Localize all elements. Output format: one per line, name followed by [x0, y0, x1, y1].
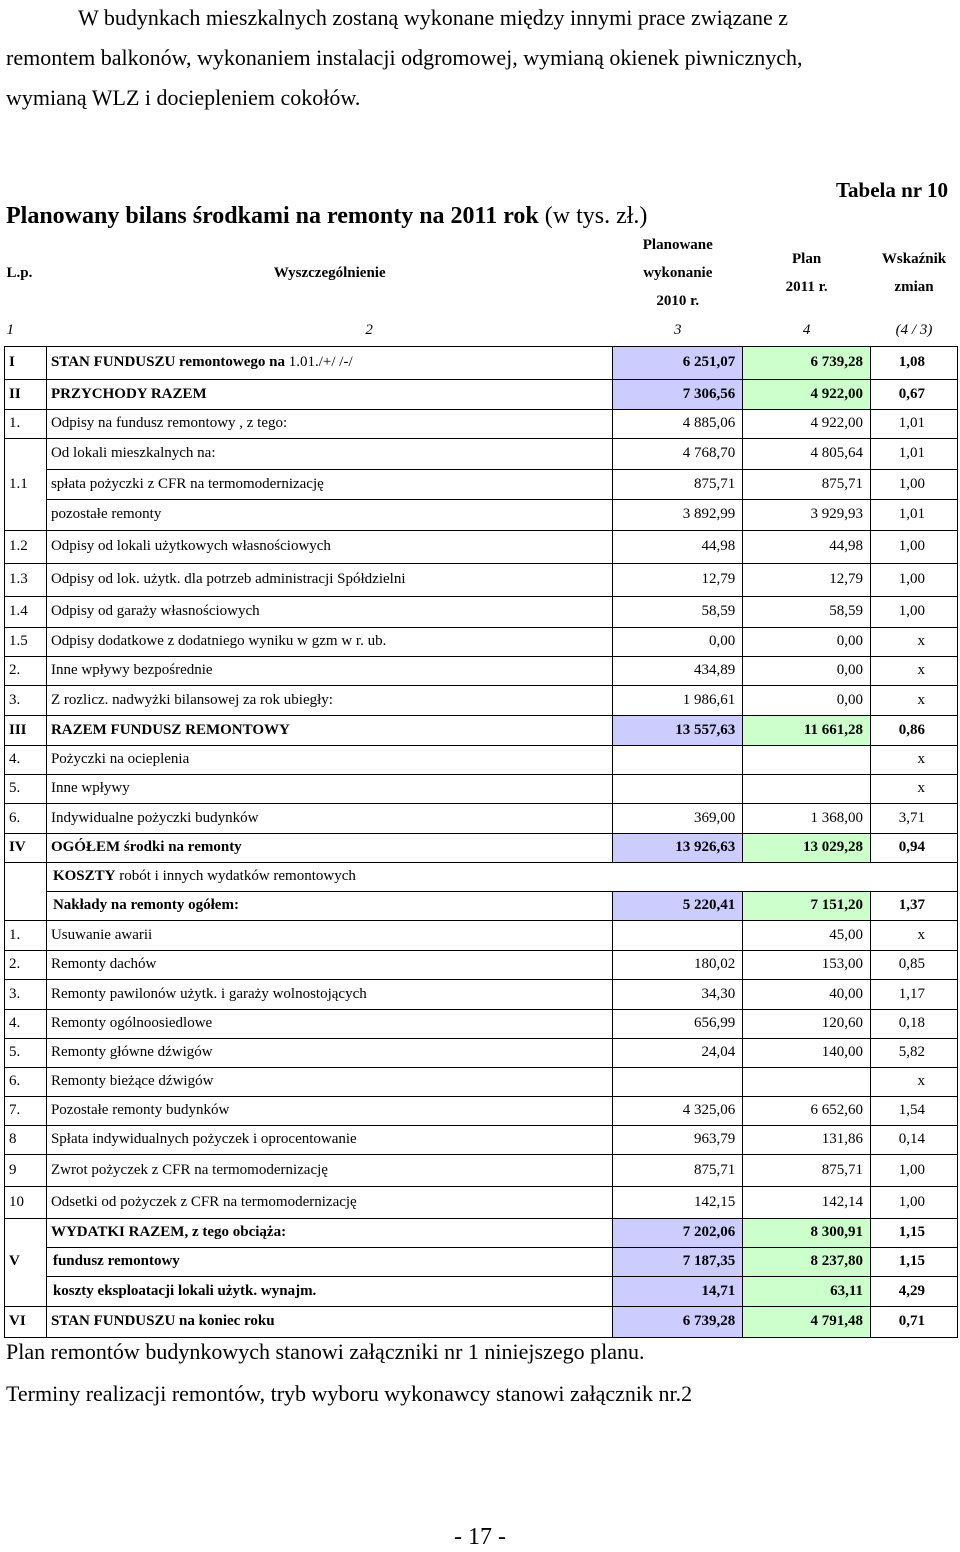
planned-2010-cell	[613, 745, 743, 774]
table-row	[5, 379, 958, 409]
description-text: Odpisy od garaży własnościowych	[50, 603, 260, 619]
description-text: Remonty pawilonów użytk. i garaży wolnostojących	[50, 985, 367, 1002]
lp-cell	[5, 1276, 47, 1306]
plan-2011-cell: 140,00	[743, 1038, 871, 1067]
description-cell	[46, 1218, 612, 1247]
lp-cell: 6.	[5, 1067, 47, 1096]
budget-table	[4, 230, 958, 1338]
table-row	[5, 1096, 958, 1125]
description-text: Inne wpływy bezpośrednie	[50, 662, 213, 678]
table-row	[5, 409, 958, 438]
ratio-cell: x	[871, 1067, 958, 1096]
table-row	[5, 774, 958, 803]
plan-2011-cell: 58,59	[743, 596, 871, 627]
planned-2010-cell: 5 220,41	[613, 891, 743, 920]
table-row	[5, 1038, 958, 1067]
description-bold: PRZYCHODY RAZEM	[50, 385, 207, 402]
ratio-cell: 1,54	[871, 1096, 958, 1125]
title-bold: Planowany bilans środkami na remonty na 2011 rok	[6, 203, 539, 229]
table-row	[5, 346, 958, 379]
table-row	[5, 920, 958, 950]
lp-cell: 3.	[5, 685, 47, 715]
plan-2011-cell: 7 151,20	[743, 891, 871, 920]
header-plan-2010	[613, 230, 743, 315]
lp-cell: 10	[5, 1186, 47, 1218]
ratio-cell: 1,17	[871, 979, 958, 1009]
plan-2011-cell: 142,14	[743, 1186, 871, 1218]
header-text: zmian	[894, 278, 934, 295]
header-ratio	[871, 230, 958, 315]
description-cell	[46, 862, 957, 891]
table-row	[5, 438, 958, 469]
description-text: robót i innych wydatków remontowych	[115, 868, 356, 884]
lp-cell	[5, 438, 47, 469]
planned-2010-cell: 3 892,99	[613, 499, 743, 530]
colnum-cell: 3	[674, 321, 682, 338]
description-cell	[46, 950, 612, 979]
lp-cell	[5, 891, 47, 920]
plan-2011-cell: 0,00	[743, 685, 871, 715]
planned-2010-cell: 6 251,07	[613, 346, 743, 379]
description-text: Z rozlicz. nadwyżki bilansowej za rok ubiegły:	[50, 691, 333, 708]
table-row	[5, 1247, 958, 1276]
plan-2011-cell: 0,00	[743, 627, 871, 656]
description-text: Usuwanie awarii	[50, 926, 153, 943]
intro-line: W budynkach mieszkalnych zostaną wykonane między innymi prace związane z	[78, 5, 789, 30]
description-text: Indywidualne pożyczki budynków	[50, 809, 259, 826]
description-cell	[46, 1276, 612, 1306]
lp-cell	[5, 1218, 47, 1247]
description-cell	[46, 530, 612, 563]
lp-cell: V	[5, 1247, 47, 1276]
planned-2010-cell: 7 306,56	[613, 379, 743, 409]
description-cell	[46, 979, 612, 1009]
ratio-cell: x	[871, 656, 958, 685]
description-bold: WYDATKI RAZEM, z tego obciąża:	[50, 1224, 287, 1240]
plan-2011-cell: 8 300,91	[743, 1218, 871, 1247]
ratio-cell: 0,71	[871, 1306, 958, 1337]
plan-2011-cell: 40,00	[743, 979, 871, 1009]
ratio-cell: 1,15	[871, 1247, 958, 1276]
planned-2010-cell: 434,89	[613, 656, 743, 685]
plan-2011-cell	[743, 745, 871, 774]
lp-cell: 9	[5, 1154, 47, 1186]
ratio-cell: 5,82	[871, 1038, 958, 1067]
description-text: Pożyczki na ocieplenia	[50, 751, 190, 767]
lp-cell: 1.3	[5, 563, 47, 596]
plan-2011-cell: 120,60	[743, 1009, 871, 1038]
description-cell	[46, 803, 612, 833]
ratio-cell: 1,00	[871, 1154, 958, 1186]
description-cell	[46, 685, 612, 715]
header-text: Wskaźnik	[881, 250, 947, 267]
intro-line: wymianą WLZ i dociepleniem cokołów.	[6, 85, 361, 110]
table-row	[5, 803, 958, 833]
description-cell	[46, 1038, 612, 1067]
table-row	[5, 563, 958, 596]
lp-cell: 1.2	[5, 530, 47, 563]
ratio-cell: 1,00	[871, 563, 958, 596]
plan-2011-cell: 44,98	[743, 530, 871, 563]
table-row	[5, 745, 958, 774]
ratio-cell: x	[871, 685, 958, 715]
ratio-cell: 0,94	[871, 833, 958, 862]
plan-2011-cell: 1 368,00	[743, 803, 871, 833]
description-text: Odpisy dodatkowe z dodatniego wyniku w gzm w r. ub.	[50, 633, 387, 649]
description-bold: Nakłady na remonty ogółem:	[52, 897, 239, 913]
description-cell	[46, 1125, 612, 1154]
lp-cell: 1.	[5, 409, 47, 438]
description-text: 1.01./+/ /-/	[285, 354, 353, 370]
planned-2010-cell: 369,00	[613, 803, 743, 833]
plan-2011-cell: 875,71	[743, 469, 871, 499]
lp-cell: VI	[5, 1306, 47, 1337]
description-cell	[46, 1009, 612, 1038]
table-row	[5, 1067, 958, 1096]
description-text: Odpisy od lok. użytk. dla potrzeb administracji Spółdzielni	[50, 571, 406, 587]
description-text: Zwrot pożyczek z CFR na termomodernizację	[50, 1161, 328, 1178]
description-cell	[46, 1186, 612, 1218]
description-cell	[46, 715, 612, 745]
lp-cell: 3.	[5, 979, 47, 1009]
footer-note: Terminy realizacji remontów, tryb wyboru wykonawcy stanowi załącznik nr.2	[6, 1381, 693, 1406]
description-cell	[46, 499, 612, 530]
plan-2011-cell: 8 237,80	[743, 1247, 871, 1276]
intro-line: remontem balkonów, wykonaniem instalacji odgromowej, wymianą okienek piwnicznych,	[6, 45, 803, 70]
planned-2010-cell: 142,15	[613, 1186, 743, 1218]
plan-2011-cell: 0,00	[743, 656, 871, 685]
planned-2010-cell: 6 739,28	[613, 1306, 743, 1337]
table-title	[6, 203, 647, 230]
description-text: pozostałe remonty	[50, 506, 162, 522]
lp-cell: 2.	[5, 656, 47, 685]
lp-cell: 4.	[5, 745, 47, 774]
description-cell	[46, 745, 612, 774]
description-cell	[46, 596, 612, 627]
ratio-cell: 1,00	[871, 1186, 958, 1218]
table-row	[5, 685, 958, 715]
table-row	[5, 1276, 958, 1306]
planned-2010-cell: 24,04	[613, 1038, 743, 1067]
planned-2010-cell: 4 885,06	[613, 409, 743, 438]
table-row	[5, 833, 958, 862]
ratio-cell: x	[871, 920, 958, 950]
plan-2011-cell	[743, 774, 871, 803]
description-text: Remonty bieżące dźwigów	[50, 1073, 214, 1089]
plan-2011-cell: 45,00	[743, 920, 871, 950]
table-row	[5, 469, 958, 499]
ratio-cell: 1,01	[871, 499, 958, 530]
table-row	[5, 499, 958, 530]
description-cell	[46, 409, 612, 438]
description-text: Remonty dachów	[50, 956, 157, 972]
ratio-cell: x	[871, 745, 958, 774]
colnum-cell: 4	[802, 321, 811, 338]
table-row	[5, 656, 958, 685]
ratio-cell: x	[871, 627, 958, 656]
description-bold: STAN FUNDUSZU na koniec roku	[50, 1313, 275, 1329]
table-row	[5, 596, 958, 627]
colnum-cell: (4 / 3)	[895, 321, 933, 338]
description-cell	[46, 438, 612, 469]
description-cell	[46, 563, 612, 596]
table-row	[5, 891, 958, 920]
planned-2010-cell: 14,71	[613, 1276, 743, 1306]
planned-2010-cell: 656,99	[613, 1009, 743, 1038]
lp-cell: 1.5	[5, 627, 47, 656]
planned-2010-cell: 58,59	[613, 596, 743, 627]
description-cell	[46, 1247, 612, 1276]
lp-cell: II	[5, 379, 47, 409]
table-row	[5, 1186, 958, 1218]
planned-2010-cell: 7 187,35	[613, 1247, 743, 1276]
description-cell	[46, 1067, 612, 1096]
planned-2010-cell: 4 325,06	[613, 1096, 743, 1125]
ratio-cell: 0,18	[871, 1009, 958, 1038]
planned-2010-cell: 4 768,70	[613, 438, 743, 469]
lp-cell: I	[5, 346, 47, 379]
ratio-cell: 1,00	[871, 469, 958, 499]
plan-2011-cell: 11 661,28	[743, 715, 871, 745]
ratio-cell: 1,37	[871, 891, 958, 920]
planned-2010-cell: 0,00	[613, 627, 743, 656]
description-cell	[46, 1306, 612, 1337]
description-text: Pozostałe remonty budynków	[50, 1102, 230, 1118]
description-bold: KOSZTY	[52, 868, 116, 884]
description-text: Remonty główne dźwigów	[50, 1044, 213, 1060]
table-row	[5, 715, 958, 745]
lp-cell: 2.	[5, 950, 47, 979]
description-cell	[46, 1096, 612, 1125]
planned-2010-cell: 13 557,63	[613, 715, 743, 745]
description-cell	[46, 346, 612, 379]
lp-cell: 1.1	[5, 469, 47, 499]
plan-2011-cell: 63,11	[743, 1276, 871, 1306]
table-row	[5, 979, 958, 1009]
table-row	[5, 530, 958, 563]
description-cell	[46, 656, 612, 685]
table-row	[5, 950, 958, 979]
column-numbers-row	[5, 315, 958, 346]
description-text: spłata pożyczki z CFR na termomodernizację	[50, 475, 324, 492]
lp-cell: 1.	[5, 920, 47, 950]
ratio-cell: 1,15	[871, 1218, 958, 1247]
planned-2010-cell: 12,79	[613, 563, 743, 596]
description-text: Od lokali mieszkalnych na:	[50, 445, 216, 461]
header-lp: L.p.	[6, 264, 33, 281]
header-text: wykonanie	[643, 264, 713, 281]
planned-2010-cell	[613, 1067, 743, 1096]
description-cell	[46, 627, 612, 656]
description-cell	[46, 774, 612, 803]
lp-cell: 6.	[5, 803, 47, 833]
description-bold: RAZEM FUNDUSZ REMONTOWY	[50, 721, 290, 738]
table-row	[5, 1306, 958, 1337]
ratio-cell: 1,01	[871, 438, 958, 469]
description-bold: koszty eksploatacji lokali użytk. wynajm.	[52, 1282, 317, 1299]
ratio-cell: 0,86	[871, 715, 958, 745]
description-cell	[46, 920, 612, 950]
planned-2010-cell: 180,02	[613, 950, 743, 979]
header-plan-2011	[743, 230, 871, 315]
ratio-cell: 3,71	[871, 803, 958, 833]
description-text: Odsetki od pożyczek z CFR na termomodernizację	[50, 1193, 357, 1210]
table-row	[5, 627, 958, 656]
lp-cell: 7.	[5, 1096, 47, 1125]
ratio-cell: 0,67	[871, 379, 958, 409]
table-row	[5, 1218, 958, 1247]
table-row	[5, 862, 958, 891]
planned-2010-cell: 963,79	[613, 1125, 743, 1154]
plan-2011-cell: 4 922,00	[743, 409, 871, 438]
table-body	[5, 346, 958, 1337]
header-text: 2010 r.	[656, 292, 700, 309]
page-number: - 17 -	[454, 1524, 506, 1550]
plan-2011-cell: 13 029,28	[743, 833, 871, 862]
header-text: Planowane	[642, 236, 713, 253]
plan-2011-cell: 153,00	[743, 950, 871, 979]
ratio-cell: 1,01	[871, 409, 958, 438]
ratio-cell: 1,00	[871, 596, 958, 627]
header-text: Plan	[792, 250, 822, 267]
lp-cell: 5.	[5, 774, 47, 803]
plan-2011-cell: 6 739,28	[743, 346, 871, 379]
plan-2011-cell: 6 652,60	[743, 1096, 871, 1125]
planned-2010-cell: 875,71	[613, 1154, 743, 1186]
ratio-cell: 1,08	[871, 346, 958, 379]
plan-2011-cell: 4 791,48	[743, 1306, 871, 1337]
description-text: Odpisy od lokali użytkowych własnościowych	[50, 538, 331, 554]
table-row	[5, 1009, 958, 1038]
title-unit: (w tys. zł.)	[538, 203, 648, 229]
description-cell	[46, 469, 612, 499]
table-number: Tabela nr 10	[835, 178, 948, 202]
description-bold: STAN FUNDUSZU remontowego na	[50, 354, 285, 370]
plan-2011-cell: 12,79	[743, 563, 871, 596]
description-text: Spłata indywidualnych pożyczek i oprocentowanie	[50, 1131, 357, 1147]
ratio-cell: 0,14	[871, 1125, 958, 1154]
planned-2010-cell: 34,30	[613, 979, 743, 1009]
description-text: Odpisy na fundusz remontowy , z tego:	[50, 415, 288, 431]
plan-2011-cell: 875,71	[743, 1154, 871, 1186]
ratio-cell: x	[871, 774, 958, 803]
ratio-cell: 4,29	[871, 1276, 958, 1306]
description-cell	[46, 1154, 612, 1186]
plan-2011-cell: 4 805,64	[743, 438, 871, 469]
footer-note: Plan remontów budynkowych stanowi załączniki nr 1 niniejszego planu.	[6, 1339, 645, 1364]
description-text: Inne wpływy	[50, 780, 130, 796]
plan-2011-cell: 3 929,93	[743, 499, 871, 530]
header-row	[5, 230, 958, 315]
planned-2010-cell: 7 202,06	[613, 1218, 743, 1247]
planned-2010-cell	[613, 774, 743, 803]
description-cell	[46, 379, 612, 409]
description-bold: OGÓŁEM środki na remonty	[50, 839, 242, 855]
description-cell	[46, 833, 612, 862]
table-row	[5, 1154, 958, 1186]
header-desc: Wyszczególnienie	[273, 264, 386, 281]
colnum-cell: 2	[365, 321, 373, 338]
lp-cell: 5.	[5, 1038, 47, 1067]
plan-2011-cell	[743, 1067, 871, 1096]
planned-2010-cell: 1 986,61	[613, 685, 743, 715]
lp-cell: 1.4	[5, 596, 47, 627]
lp-cell	[5, 862, 47, 891]
header-text: 2011 r.	[785, 278, 828, 295]
description-cell	[46, 891, 612, 920]
plan-2011-cell: 131,86	[743, 1125, 871, 1154]
lp-cell: III	[5, 715, 47, 745]
planned-2010-cell: 44,98	[613, 530, 743, 563]
ratio-cell: 0,85	[871, 950, 958, 979]
planned-2010-cell	[613, 920, 743, 950]
table-row	[5, 1125, 958, 1154]
colnum-cell: 1	[6, 321, 14, 338]
description-bold: fundusz remontowy	[52, 1253, 180, 1269]
lp-cell: 8	[5, 1125, 47, 1154]
ratio-cell: 1,00	[871, 530, 958, 563]
lp-cell: 4.	[5, 1009, 47, 1038]
intro-paragraph	[6, 0, 950, 118]
planned-2010-cell: 875,71	[613, 469, 743, 499]
description-text: Remonty ogólnoosiedlowe	[50, 1015, 213, 1031]
lp-cell: IV	[5, 833, 47, 862]
lp-cell	[5, 499, 47, 530]
planned-2010-cell: 13 926,63	[613, 833, 743, 862]
plan-2011-cell: 4 922,00	[743, 379, 871, 409]
